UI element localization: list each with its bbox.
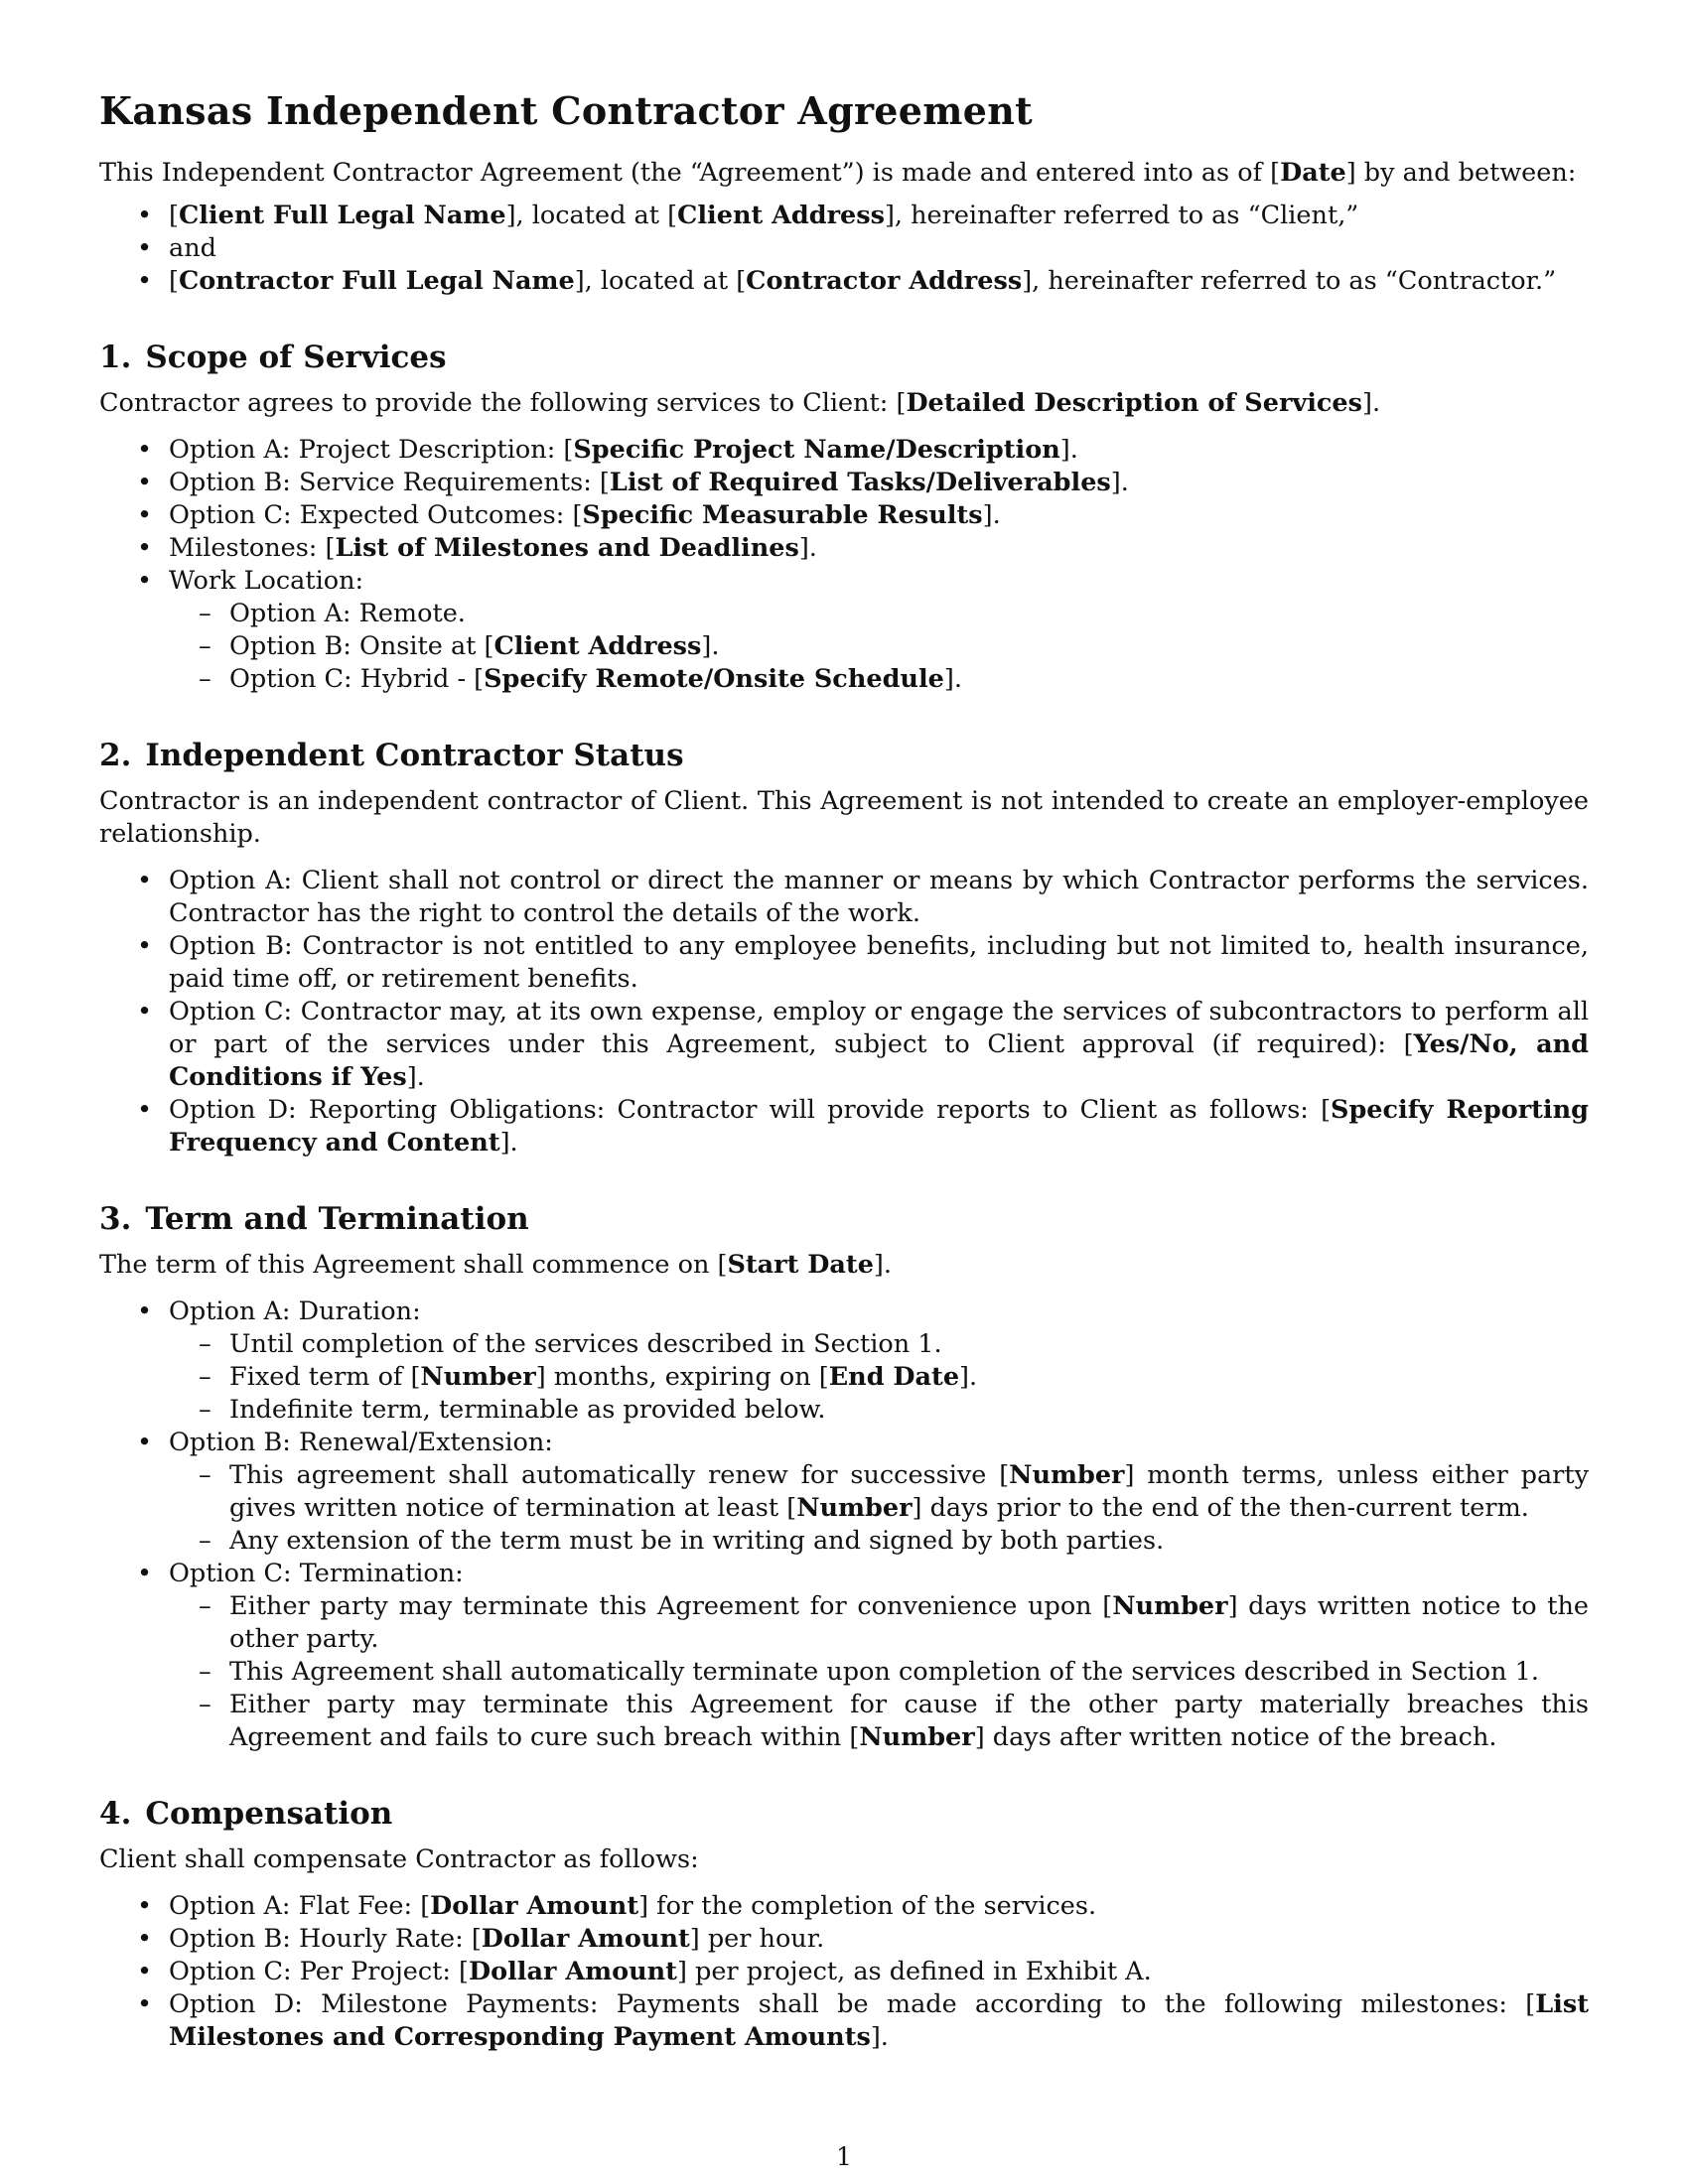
list-item: • Option B: Contractor is not entitled to any employee benefits, including but not limited to, health insurance, paid time off, or retirement benefits. [99, 930, 1589, 996]
term-options-list [99, 1296, 1589, 1754]
intro-paragraph: This Independent Contractor Agreement (the “Agreement”) is made and entered into as of [Date] by and between: [99, 158, 1577, 188]
page-number: 1 [836, 2142, 852, 2171]
section-intro: The term of this Agreement shall commence on [Start Date]. [99, 1250, 892, 1280]
list-item: • Option D: Milestone Payments: Payments shall be made according to the following milestones: [List Milestones and Corresponding Payment Amounts]. [99, 1988, 1589, 2054]
section-heading-compensation: 4. Compensation [99, 1796, 393, 1832]
list-item: • Option C: Contractor may, at its own expense, employ or engage the services of subcontractors to perform all or part of the services under this Agreement, subject to Client approval (if required): [Yes/No, and Conditions if Yes]. [99, 996, 1589, 1094]
scope-options-list [99, 434, 1589, 696]
list-item: • Work Location: – Option A: Remote. – Option B: Onsite at [Client Address]. – Option C: Hybrid - [Specify Remote/Onsite Schedule]. [99, 565, 1589, 696]
list-item: • Option C: Termination: – Either party may terminate this Agreement for convenience upon [Number] days written notice to the other party. – This Agreement shall automatically terminate upon completion of the services described in Section 1. – Either party may terminate this Agreement for cause if the other party materially breaches this Agreement and fails to cure such breach within [Number] days after written notice of the breach. [99, 1558, 1589, 1754]
list-item: • and [99, 232, 1589, 265]
date-placeholder: Date [1280, 158, 1346, 188]
list-item: • Option B: Service Requirements: [List of Required Tasks/Deliverables]. [99, 467, 1589, 499]
list-item: – Option C: Hybrid - [Specify Remote/Onsite Schedule]. [169, 663, 1589, 696]
parties-list [99, 200, 1589, 298]
list-item: – This Agreement shall automatically terminate upon completion of the services described in Section 1. [169, 1656, 1589, 1689]
list-item: • Option C: Per Project: [Dollar Amount] per project, as defined in Exhibit A. [99, 1956, 1589, 1988]
section-heading-status: 2. Independent Contractor Status [99, 738, 684, 773]
list-item: – Option A: Remote. [169, 598, 1589, 630]
section-intro: Client shall compensate Contractor as follows: [99, 1844, 699, 1874]
renewal-sublist [169, 1459, 1589, 1558]
list-item: – This agreement shall automatically renew for successive [Number] month terms, unless either party gives written notice of termination at least [Number] days prior to the end of the then-current term. [169, 1459, 1589, 1525]
status-options-list [99, 865, 1589, 1160]
list-item: • [Client Full Legal Name], located at [Client Address], hereinafter referred to as “Client,” [99, 200, 1589, 232]
duration-sublist [169, 1328, 1589, 1427]
section-heading-scope: 1. Scope of Services [99, 340, 447, 375]
list-item: – Indefinite term, terminable as provided below. [169, 1394, 1589, 1427]
list-item: – Until completion of the services described in Section 1. [169, 1328, 1589, 1361]
list-item: – Either party may terminate this Agreement for convenience upon [Number] days written notice to the other party. [169, 1590, 1589, 1656]
list-item: • Option A: Client shall not control or direct the manner or means by which Contractor performs the services. Contractor has the right to control the details of the work. [99, 865, 1589, 930]
list-item: – Option B: Onsite at [Client Address]. [169, 630, 1589, 663]
list-item: – Any extension of the term must be in writing and signed by both parties. [169, 1525, 1589, 1558]
list-item: • Option A: Project Description: [Specific Project Name/Description]. [99, 434, 1589, 467]
list-item: • Option A: Duration: – Until completion of the services described in Section 1. – Fixed term of [Number] months, expiring on [End Date]. – Indefinite term, terminable as provided below. [99, 1296, 1589, 1427]
list-item: • Option C: Expected Outcomes: [Specific Measurable Results]. [99, 499, 1589, 532]
list-item: • [Contractor Full Legal Name], located at [Contractor Address], hereinafter referred to as “Contractor.” [99, 265, 1589, 298]
list-item: – Fixed term of [Number] months, expiring on [End Date]. [169, 1361, 1589, 1394]
list-item: • Milestones: [List of Milestones and Deadlines]. [99, 532, 1589, 565]
section-intro: Contractor agrees to provide the following services to Client: [Detailed Description of Services]. [99, 388, 1381, 418]
document-page [99, 87, 1589, 2054]
list-item: – Either party may terminate this Agreement for cause if the other party materially breaches this Agreement and fails to cure such breach within [Number] days after written notice of the breach. [169, 1689, 1589, 1754]
compensation-options-list [99, 1890, 1589, 2054]
document-title: Kansas Independent Contractor Agreement [99, 88, 1033, 133]
list-item: • Option B: Renewal/Extension: – This agreement shall automatically renew for successive [Number] month terms, unless either party gives written notice of termination at least [Number] days prior to the end of the then-current term. – Any extension of the term must be in writing and signed by both parties. [99, 1427, 1589, 1558]
list-item: • Option D: Reporting Obligations: Contractor will provide reports to Client as follows: [Specify Reporting Frequency and Content]. [99, 1094, 1589, 1160]
work-location-sublist [169, 598, 1589, 696]
list-item: • Option A: Flat Fee: [Dollar Amount] for the completion of the services. [99, 1890, 1589, 1923]
section-intro: Contractor is an independent contractor of Client. This Agreement is not intended to create an employer-employee relationship. [99, 786, 1589, 849]
termination-sublist [169, 1590, 1589, 1754]
list-item: • Option B: Hourly Rate: [Dollar Amount] per hour. [99, 1923, 1589, 1956]
section-heading-term: 3. Term and Termination [99, 1201, 529, 1237]
